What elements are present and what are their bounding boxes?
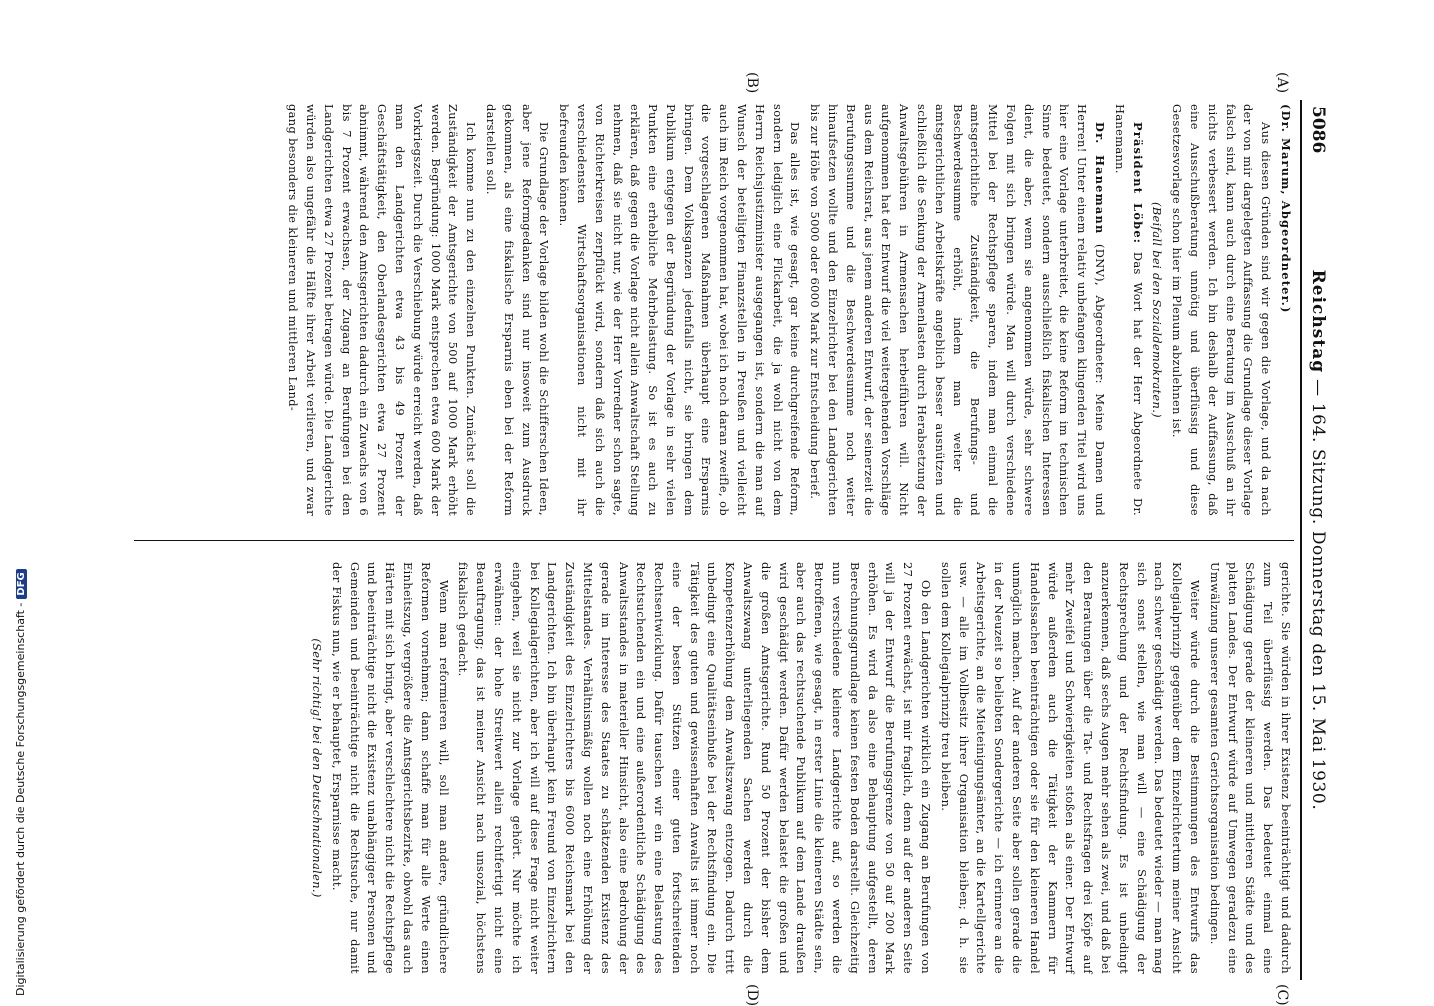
speaker-paragraph: Präsident Löbe: Das Wort hat der Herr Abgeordnete Dr. Hanemann. [1112,104,1145,516]
running-title [1308,100,1328,980]
paragraph: Ob den Landgerichten wirklich ein Zugang an Berufungen von 27 Prozent erwächst, ist mir fraglich, denn auf der anderen Seite will ja der Entwurf die Berufungsgrenze von 50 auf 200 Mark erhöhen. Es wird da also eine Behauptung aufgestellt, deren Berechnungsgrundlage keinen festen Boden darstellt. Gleichzeitig nun verschiedene kleinere Landgerichte auf, so werden die Betroffenen, wie gesagt, in erster Linie die kleineren Städte sein, aber auch das rechtsuchende Publikum auf dem Lande draußen wird geschädigt werden. Dafür werden belastet die großen und die großen Amtsgerichte. Rund 50 Prozent der bisher dem Anwaltszwang unterliegenden Sachen werden durch die Kompetenzerhöhung dem Anwaltszwang entzogen. Dadurch tritt unbedingt eine Qualitätseinbuße bei der Rechtsfindung ein. Die Tätigkeit des guten und gewissenhaften Anwalts ist immer noch eine der besten Stützen einer guten fortschreitenden Rechtsentwicklung. Dafür tauschen wir ein eine Belastung des Rechtsuchenden ein und eine außerordentliche Schädigung des Anwaltsstandes in materieller Hinsicht, also eine Bedrohung der gerade im Interesse des Staates zu schätzenden Existenz des Mittelstandes. Verhältnismäßig wollen noch eine Erhöhung der Zuständigkeit des Einzelrichters bis 6000 Reichsmark bei den Landgerichten. Ich bin überhaupt kein Freund von Einzelrichtern bei Kollegialgerichten, aber ich will auf diese Frage nicht weiter eingehen, weil sie nicht zur Vorlage gehört. Nur möchte ich erwähnen: der hohe Streitwert allein rechtfertigt nicht eine Beauftragung; das ist meiner Ansicht nach unsozial, höchstens fiskalisch gedacht. [456,562,934,974]
credit-text: Digitalisierung gefördert durch die Deutsche Forschungsgemeinschaft - [14,602,27,996]
speaker-name: Präsident Löbe: [1130,122,1145,245]
paragraph: Wenn man reformieren will, soll man andere, gründlichere Reformen vornehmen; dann schaffe man für alle Werte einen Einheitszug, vergrößere die Amtsgerichtsbezirke, obwohl das auch Härten mit sich bringt, aber verschlechtere nicht die Rechtspflege und beeinträchtige nicht die Existenz unabhängiger Personen und Gemeinden und beeinträchtige nicht die Rechtsuche, nur damit der Fiskus nun, wie er behauptet, Ersparnisse macht. [329,562,451,974]
dfg-logo: DFG [16,569,27,598]
column-divider [134,540,1294,541]
margin-letter-b: (B) [744,72,760,94]
running-title-rest: — 164. Sitzung. Donnerstag den 15. Mai 1930. [1308,373,1328,811]
margin-letter-a: (A) [1274,72,1290,94]
applause-note: (Beifall bei den Sozialdemokraten.) [1150,202,1165,418]
right-column [134,562,1294,974]
paragraph: Aus diesen Gründen sind wir gegen die Vorlage, und da nach der von mir dargelegten Auffassung die Grundlage dieser Vorlage falsch sind, kann auch durch eine Beratung im Ausschuß an ihr nichts verbessert werden. Ich bin deshalb der Auffassung, daß eine Ausschußberatung unnötig und überflüssig und diese Gesetzesvorlage schon hier im Plenum abzulehnen ist. [1170,104,1274,516]
paragraph: Ich komme nun zu den einzelnen Punkten. Zunächst soll die Zuständigkeit der Amtsgerichte von 500 auf 1000 Mark erhöht werden. Begründung: 1000 Mark entsprechen etwa 600 Mark der Vorkriegszeit. Durch die Verschiebung würde erreicht werden, daß man den Landgerichten etwa 43 bis 49 Prozent der Geschäftstätigkeit, den Oberlandesgerichten etwa 27 Prozent abnimmt, während den Amtsgerichten dadurch ein Zuwachs von 6 bis 7 Prozent erwachsen, der Zugang an Berufungen bei den Landgerichten etwa 27 Prozent betragen würde. Die Landgerichte würden also ungefähr die Hälfte ihrer Arbeit verlieren, und zwar gang besonders die kleineren und mittleren Land- [286,104,479,516]
left-column [134,104,1294,516]
paragraph: Das alles ist, wie gesagt, gar keine durchgreifende Reform, sondern lediglich eine Flickarbeit, die ja wohl nicht von dem Herrn Reichsjustizminister ausgegangen ist, sondern die man auf Wunsch der beteiligten Finanzstellen in Preußen und vielleicht auch im Reich vorgenommen hat, wobei ich noch daran zweifle, ob die vorgeschlagenen Maßnahmen überhaupt eine Ersparnis bringen. Dem Volksganzen jedenfalls nicht, sie bringen dem Publikum entgegen der Begründung der Vorlage in sehr vielen Punkten eine erhebliche Mehrbelastung. So ist es auch zu erklären, daß gegen die Vorlage nicht allein Anwaltschaft Stellung nehmen, daß sie nicht nur, wie der Herr Vorredner schon sagte, von Richterkreisen zerpflückt wird, sondern daß sich auch die verschiedensten Wirtschaftsorganisationen nicht mit ihr befreunden können. [557,104,803,516]
speaker-paragraph: Dr. Hanemann (DNV), Abgeordneter: Meine Damen und Herren! Unter einem relativ unbefangen klingenden Titel wird uns hier eine Vorlage unterbreitet, die keine Reform im technischen Sinne bedeutet, sondern ausschließlich fiskalischen Interessen dient, die aber, wenn sie angenommen würde, sehr schwere Folgen mit sich bringen würde. Man will durch verschiedene Mittel bei der Rechtspflege sparen, indem man einmal die amtsgerichtliche Zuständigkeit, die Berufungs- und Beschwerdesumme erhöht, indem man weiter die amtsgerichtlichen Arbeitskräfte angeblich besser ausnützen und schließlich die Senkung der Armenlasten durch Herabsetzung der Anwaltsgebühren in Armensachen herbeiführen will. Nicht aufgenommen hat der Entwurf die viel weitergehenden Vorschläge aus dem Reichsrat, aus jenem anderen Entwurf, der seinerzeit die Berufungssumme und die Beschwerdesumme noch weiter hinaufsetzen wollte und den Einzelrichter bei den Landgerichten bis zur Höhe von 5000 oder 6000 Mark zur Entscheidung berief. [808,104,1108,516]
digitization-credit [14,8,27,996]
running-title-bold: Reichstag [1308,269,1328,374]
document-page [120,72,1330,1006]
paragraph: Weiter würde durch die Bestimmungen des Entwurfs das Kollegialprinzip gegenüber dem Einzelrichtertum meiner Ansicht nach schwer geschädigt werden. Das bedeutet wieder — man mag sich sonst stellen, wie man will — eine Schädigung der Rechtsprechung und der Rechtsfindung. Es ist unbedingt anzuerkennen, daß sechs Augen mehr sehen als zwei, und daß bei den Beratungen über die Tat- und Rechtsfragen drei Köpfe auf mehr Zweifel und Schwierigkeiten stoßen als einer. Der Entwurf würde außerdem auch die Tätigkeit der Kammern für Handelssachen beeinträchtigen oder sie für den kleineren Handel unmöglich machen. Auf der anderen Seite aber sollen gerade die in der Neuzeit so beliebten Sondergerichte — ich erinnere an die Arbeitsgerichte, an die Mieteinigungsämter, an die Kartellgerichte usw. — alle im Vollbesitz ihrer Organisation bleiben; d. h. sie sollen dem Kollegialprinzip treu bleiben. [938,562,1203,974]
page-number: 5086 [1308,106,1328,154]
speaker-name: Dr. Hanemann [1093,122,1108,235]
applause-note: (Sehr richtig! bei den Deutschnationalen.) [309,638,324,898]
paragraph: Die Grundlage der Vorlage bilden wohl die Schifferschen Ideen, aber jene Reformgedanken sind nur insoweit zum Ausdruck gekommen, als eine fiskalische Ersparnis eben bei der Reform darstellen soll. [483,104,552,516]
paragraph: gerichte. Sie würden in ihrer Existenz beeinträchtigt und dadurch zum Teil überflüssig werden. Das bedeutet einmal eine Schädigung gerade der kleineren und mittleren Städte und des platten Landes. Der Entwurf würde auf Umwegen geradezu eine Umwälzung unserer gesamten Gerichtsorganisation bedingen. [1207,562,1293,974]
margin-letter-c: (C) [1274,984,1290,1006]
margin-letter-d: (D) [744,984,760,1006]
page-header [1300,100,1330,980]
speaker-continuation: (Dr. Marum, Abgeordneter.) [1279,104,1293,314]
